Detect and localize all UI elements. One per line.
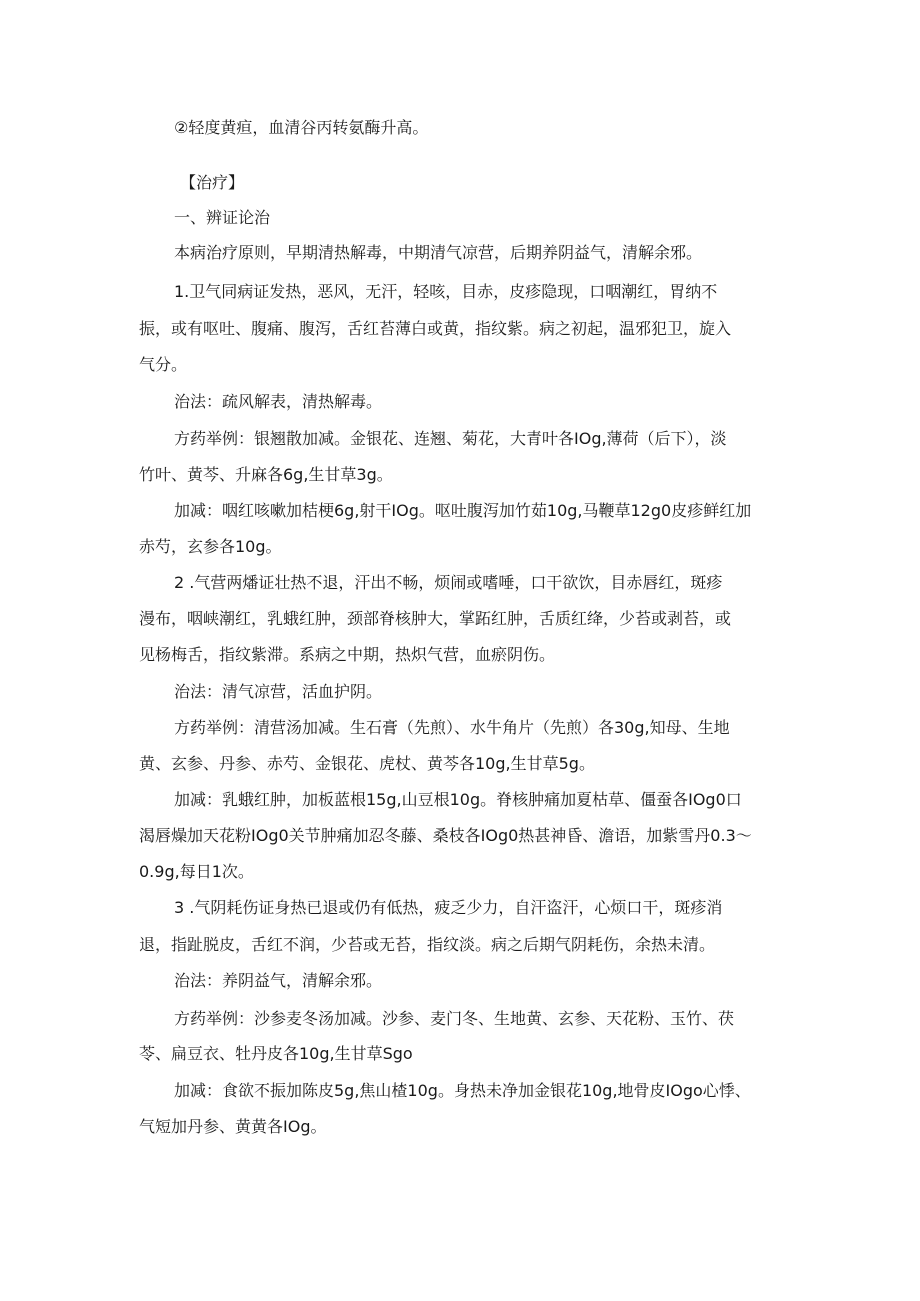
- text-line: 方药举例：清营汤加减。生石膏（先煎）、水牛角片（先煎）各30g,知母、生地: [174, 718, 730, 737]
- text-line: 3 .气阴耗伤证身热已退或仍有低热，疲乏少力，自汗盗汗，心烦口干，斑疹消: [174, 898, 723, 917]
- text-line: 苓、扁豆衣、牡丹皮各10g,生甘草Sgo: [139, 1044, 413, 1063]
- text-line: 2 .气营两燔证壮热不退，汗出不畅，烦闹或嗜唾，口干欲饮，目赤唇红，斑疹: [174, 573, 723, 592]
- text-line: 气分。: [139, 355, 188, 374]
- text-line: 方药举例：沙参麦冬汤加减。沙参、麦门冬、生地黄、玄参、天花粉、玉竹、茯: [174, 1009, 735, 1028]
- text-line: 加减：乳蛾红肿，加板蓝根15g,山豆根10g。脊核肿痛加夏枯草、僵蚕各IOg0口: [174, 790, 742, 809]
- text-line: 方药举例：银翘散加减。金银花、连翘、菊花，大青叶各IOg,薄荷（后下），淡: [174, 429, 727, 448]
- text-line: 治法：清气凉营，活血护阴。: [174, 682, 383, 701]
- text-line: 0.9g,每日1次。: [139, 862, 254, 881]
- text-line: 本病治疗原则，早期清热解毒，中期清气凉营，后期养阴益气，清解余邪。: [174, 243, 703, 262]
- text-line: 治法：养阴益气，清解余邪。: [174, 971, 383, 990]
- text-line: 加减：食欲不振加陈皮5g,焦山楂10g。身热未净加金银花10g,地骨皮IOgo心悸、: [174, 1081, 751, 1100]
- text-line: 加减：咽红咳嗽加桔梗6g,射干IOg。呕吐腹泻加竹茹10g,马鞭草12g0皮疹鲜红加: [174, 501, 752, 520]
- text-line: 漫布，咽峡潮红，乳蛾红肿，颈部脊核肿大，掌跖红肿，舌质红绛，少苔或剥苔，或: [139, 609, 732, 628]
- text-line: 振，或有呕吐、腹痛、腹泻，舌红苔薄白或黄，指纹紫。病之初起，温邪犯卫，旋入: [139, 319, 732, 338]
- text-line: 赤芍，玄参各10g。: [139, 537, 282, 556]
- text-line: 治法：疏风解表，清热解毒。: [174, 392, 383, 411]
- text-line: 渴唇燥加天花粉IOg0关节肿痛加忍冬藤、桑枝各IOg0热甚神昏、澹语，加紫雪丹0.3〜: [139, 826, 752, 845]
- text-line: 见杨梅舌，指纹紫滞。系病之中期，热炽气营，血瘀阴伤。: [139, 645, 556, 664]
- text-line: 气短加丹参、黄黄各IOg。: [139, 1117, 327, 1136]
- text-line: 竹叶、黄芩、升麻各6g,生甘草3g。: [139, 465, 393, 484]
- text-line: 退，指趾脱皮，舌红不润，少苔或无苔，指纹淡。病之后期气阴耗伤，余热未清。: [139, 935, 716, 954]
- text-line: 黄、玄参、丹参、赤芍、金银花、虎杖、黄芩各10g,生甘草5g。: [139, 754, 595, 773]
- text-line: 1.卫气同病证发热，恶风，无汗，轻咳，目赤，皮疹隐现，口咽潮红，胃纳不: [174, 282, 718, 301]
- subsection-heading: 一、辨证论治: [174, 208, 271, 227]
- section-heading: 【治疗】: [180, 173, 245, 192]
- text-line: ②轻度黄疸，血清谷丙转氨酶升高。: [174, 118, 429, 137]
